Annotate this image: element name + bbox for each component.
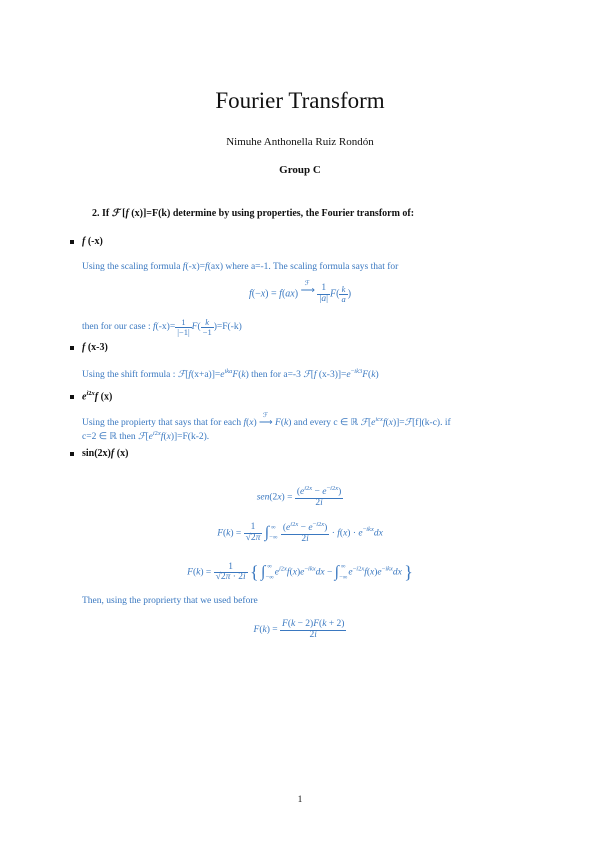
item-2-text: Using the shift formula : $ℱ[f(x+a)]=e^{ika}F(k)$ then for a=-3 ℱ[f $(x-3)]=e^{-ik3}F(k)$ bbox=[82, 368, 379, 381]
item-heading-f-minus-x: f (-x) bbox=[70, 236, 103, 247]
item-3-text-2: c=2 ∈ ℝ then $ℱ[e^{i2x}f(x)]=F(k-2)$. bbox=[82, 430, 210, 443]
bullet-icon bbox=[70, 395, 74, 399]
document-title: Fourier Transform bbox=[215, 88, 385, 113]
group-label: Group C bbox=[279, 164, 321, 176]
item-1-result: then for our case : f(-x)= $\frac{1}{|-1|}$ F( $\frac{k}{-1}$ )=F(-k) bbox=[82, 317, 242, 337]
item-1-formula: f(−x) = f(ax) ℱ ⟶ $\frac{1}{|a|}$ F( $\frac{k}{a}$ ) bbox=[248, 280, 352, 304]
item-3-text-1: Using the propierty that says that for each f(x) ⟶ ℱ F(k) and every c ∈ ℝ $ℱ[e^{icx}f(x)]=ℱ[f](k-c)$. if bbox=[82, 412, 451, 429]
item-4-fk-formula-1: F(k) = $\frac{1}{√2\pi}$ ∫ ∞ −∞ $\frac{(e^{i2x} - e^{-i2x})}{2i}$ · $f(x) \cdot e^{-ikx}dx$ bbox=[217, 521, 383, 544]
bullet-icon bbox=[70, 240, 74, 244]
author-name: Nimuhe Anthonella Ruiz Rondón bbox=[226, 136, 374, 148]
item-heading-sin-f: sin(2x)f (x) bbox=[70, 448, 128, 459]
item-1-text: Using the scaling formula f(-x)=f(ax) where a=-1. The scaling formula says that for bbox=[82, 262, 399, 272]
item-4-fk-formula-2: F(k) = $\frac{1}{√2\pi \cdot 2i}$ { ∫ ∞ $-\infty e^{i2x}f(x)e^{-ikx}dx$ − ∫ ∞ $-\infty e^{-i2x}f(x)e^{-ikx}dx$ } bbox=[187, 561, 413, 582]
bullet-icon bbox=[70, 346, 74, 350]
item-4-final-formula: F(k) = $\frac{F(k - 2)F(k + 2)}{2i}$ bbox=[253, 619, 345, 640]
item-heading-exp-f: $e^{i2x}f$ (x) bbox=[70, 390, 112, 402]
item-4-text: Then, using the proprierty that we used before bbox=[82, 596, 258, 606]
question-text: 2. If ℱ [f (x)]=F(k) determine by using properties, the Fourier transform of: bbox=[92, 208, 415, 219]
page-number: 1 bbox=[297, 795, 303, 805]
bullet-icon bbox=[70, 452, 74, 456]
item-heading-f-x-minus-3: f (x-3) bbox=[70, 342, 108, 353]
item-4-sen-formula: sen(2x) = $\frac{(e^{i2x} - e^{-i2x})}{2i}$ bbox=[256, 485, 342, 508]
